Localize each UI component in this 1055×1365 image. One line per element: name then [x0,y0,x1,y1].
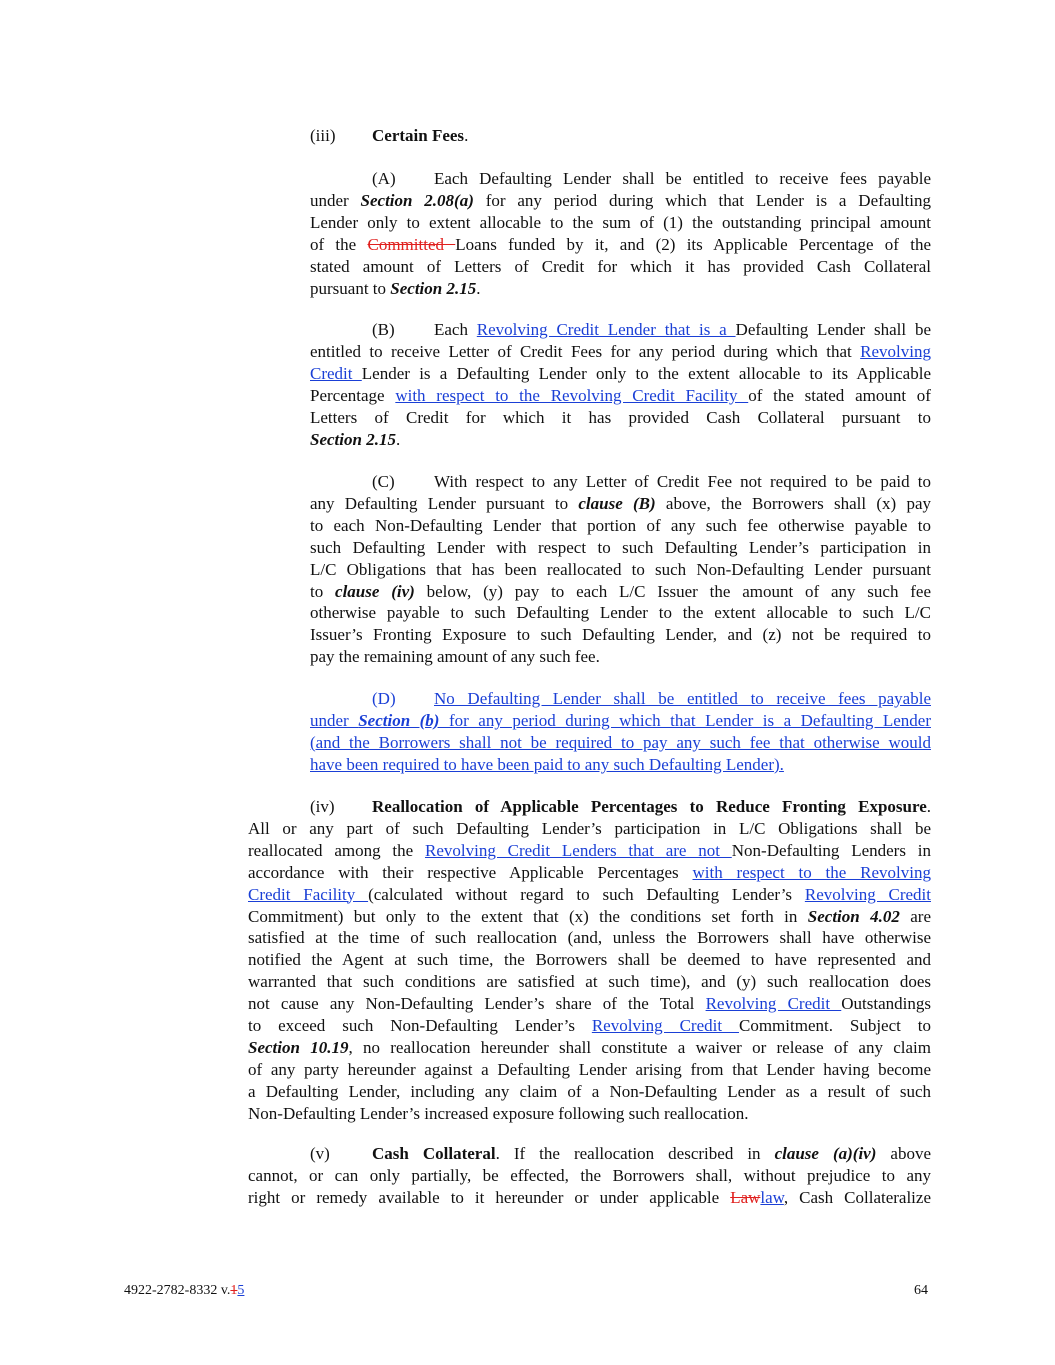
inserted-text: with respect to the Revolving Credit Facility [395,385,749,405]
inserted-text: Revolving Credit Lenders that are not [424,840,732,860]
clause-b-number: (B) [372,320,395,339]
clause-a-number: (A) [372,169,396,188]
clause-c-paragraph: (C) With respect to any Letter of Credit Fee not required to be paid to any Defaulting Lender pursuant to clause (B) above, the Borrowers shall (x) pay to each Non-Defaulting Lender that portion of any such fee otherwise payable to such Defaulting Lender with respect to such Defaulting Lender’s participation in L/C Obligations that has been reallocated to such Non-Defaulting Lender pursuant to clause (iv) below, (y) pay to each L/C Issuer the amount of any such fee otherwise payable to such Defaulting Lender to the extent allocable to such L/C Issuer’s Fronting Exposure to such Defaulting Lender, and (z) not be required to pay the remaining amount of any such fee. [310,472,932,667]
inserted-text: with respect to the Revolving [692,862,931,882]
section-v-number: (v) [310,1144,330,1163]
clause-c-number: (C) [372,472,395,491]
clause-d-number: (D) [372,689,396,708]
footer-document-id: 4922-2782-8332 v.15 [124,1283,245,1298]
inserted-text: law [760,1187,784,1207]
section-ref-4-02: Section 4.02 [807,906,900,926]
inserted-version: 5 [237,1283,245,1298]
clause-d-paragraph: (D) No Defaulting Lender shall be entitled to receive fees payable under Section (b) for any period during which that Lender is a Defaulting Lender (and the Borrowers shall not be required to pay any such fee that otherwise would have been required to have been paid to any such Defaulting Lender). [310,689,931,774]
section-v-paragraph: (v) Cash Collateral. If the reallocation described in clause (a)(iv) above cannot, or can only partially, be effected, the Borrowers shall, without prejudice to any right or remedy available to it hereunder or under applicable Lawlaw, Cash Collateralize [248,1144,931,1207]
page-number: 64 [914,1283,928,1298]
inserted-text: Revolving Credit [705,994,842,1014]
section-iii-number: (iii) [310,126,336,145]
section-iv-number: (iv) [310,797,335,816]
clause-ref-a-iv: clause (a)(iv) [774,1144,877,1163]
section-ref-2-15: Section 2.15 [390,278,477,298]
inserted-text: Revolving Credit [591,1016,739,1036]
clause-b-paragraph: (B) Each Revolving Credit Lender that is a Defaulting Lender shall be entitled to receive Letter of Credit Fees for any period during which that Revolving Credit Lender is a Defaulting Lender only to the extent allocable to its Applicable Percentage with respect to the Revolving Credit Facility of the stated amount of Letters of Credit for which it has provided Cash Collateral pursuant to Section 2.15. [310,320,932,449]
section-ref-10-19: Section 10.19 [248,1037,349,1057]
inserted-text: Revolving [860,341,931,361]
deleted-text: Committed [367,234,456,254]
section-iii-title: Certain Fees [372,126,465,145]
section-ref-2-08a: Section 2.08(a) [360,190,474,210]
clause-a-paragraph: (A) Each Defaulting Lender shall be entitled to receive fees payable under Section 2.08(a) for any period during which that Lender is a Defaulting Lender only to extent allocable to the sum of (1) the outstanding principal amount of the Committed Loans funded by it, and (2) its Applicable Percentage of the stated amount of Letters of Credit for which it has provided Cash Collateral pursuant to Section 2.15. [310,169,932,298]
section-iv-paragraph: (iv) Reallocation of Applicable Percentages to Reduce Fronting Exposure. All or any part of such Defaulting Lender’s participation in L/C Obligations shall be reallocated among the Revolving Credit Lenders that are not Non-Defaulting Lenders in accordance with their respective Applicable Percentages with respect to the Revolving Credit Facility (calculated without regard to such Defaulting Lender’s Revolving Credit Commitment) but only to the extent that (x) the conditions set forth in Section 4.02 are satisfied at the time of such reallocation (and, unless the Borrowers shall have otherwise notified the Agent at such time, the Borrowers shall be deemed to have represented and warranted that such conditions are satisfied at such time), and (y) such reallocation does not cause any Non-Defaulting Lender’s share of the Total Revolving Credit Outstandings to exceed such Non-Defaulting Lender’s Revolving Credit Commitment. Subject to Section 10.19, no reallocation hereunder shall constitute a waiver or release of any claim of any party hereunder against a Defaulting Lender arising from that Lender having become a Defaulting Lender, including any claim of a Non-Defaulting Lender as a result of such Non-Defaulting Lender’s increased exposure following such reallocation. [248,797,931,1123]
deleted-text: Law [730,1187,761,1207]
clause-ref-iv: clause (iv) [335,581,415,601]
inserted-text: Revolving Credit [804,884,931,904]
section-iii-heading: (iii) Certain Fees. [310,126,469,145]
inserted-text: Credit [310,363,362,383]
clause-ref-b: clause (B) [578,493,656,513]
section-iv-title: Reallocation of Applicable Percentages to Reduce Fronting Exposure [372,797,927,816]
section-v-title: Cash Collateral [372,1144,496,1163]
inserted-text: Credit Facility [248,884,369,904]
section-ref-b: Section (b) [358,710,440,730]
inserted-text: Revolving Credit Lender that is a [476,320,736,339]
deleted-version: 1 [230,1283,238,1298]
section-ref-2-15: Section 2.15 [310,429,396,449]
